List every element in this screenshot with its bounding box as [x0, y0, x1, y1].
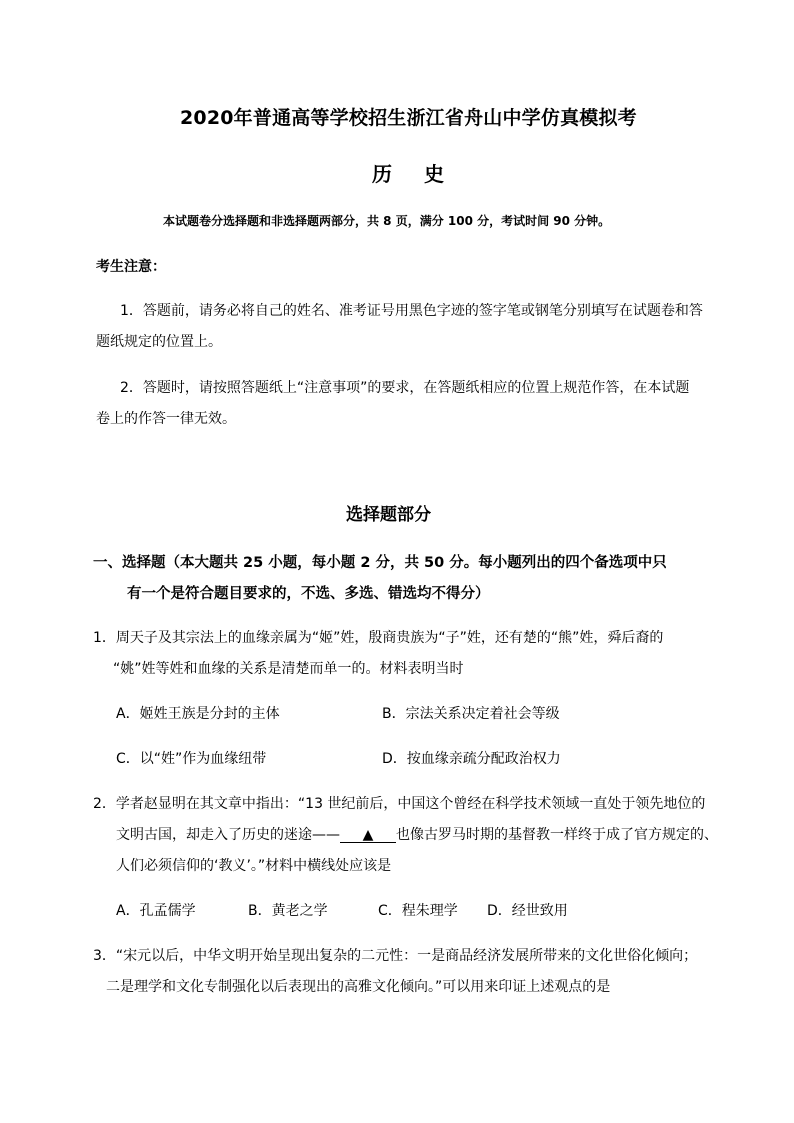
question-1-option-d: D．按血缘亲疏分配政治权力: [382, 751, 561, 767]
question-3-line-2: 二是理学和文化专制强化以后表现出的高雅文化倾向。”可以用来印证上述观点的是: [106, 979, 611, 995]
notice-item-2-line-1: 2．答题时，请按照答题纸上“注意事项”的要求，在答题纸相应的位置上规范作答，在本试题: [120, 380, 690, 396]
question-3-line-1: 3．“宋元以后，中华文明开始呈现出复杂的二元性：一是商品经济发展所带来的文化世俗化倾向；: [93, 948, 698, 964]
exam-intro: 本试题卷分选择题和非选择题两部分，共 8 页，满分 100 分，考试时间 90 分钟。: [163, 214, 611, 228]
section-instruction-line-1: 一、选择题（本大题共 25 小题，每小题 2 分，共 50 分。每小题列出的四个备选项中只: [93, 555, 667, 571]
question-2-option-a: A．孔孟儒学: [116, 903, 196, 919]
exam-title: 2020年普通高等学校招生浙江省舟山中学仿真模拟考: [180, 107, 637, 129]
question-1-line-2: “姚”姓等姓和血缘的关系是清楚而单一的。材料表明当时: [113, 661, 464, 677]
notice-item-2-line-2: 卷上的作答一律无效。: [96, 411, 236, 427]
question-2-line-3: 人们必须信仰的‘教义’。”材料中横线处应该是: [116, 858, 392, 874]
question-2-line-2: [116, 824, 718, 844]
notice-item-1-line-1: 1．答题前，请务必将自己的姓名、准考证号用黑色字迹的签字笔或钢笔分别填写在试题卷和答: [120, 303, 703, 319]
question-1-option-b: B．宗法关系决定着社会等级: [382, 706, 560, 722]
notice-heading: 考生注意：: [96, 259, 166, 275]
question-2-option-b: B．黄老之学: [248, 903, 328, 919]
subject-char-1: 历: [372, 162, 392, 186]
subject-char-2: 史: [424, 162, 444, 186]
answer-blank: ▲: [340, 828, 396, 843]
question-2-line-1: 2．学者赵显明在其文章中指出：“13 世纪前后，中国这个曾经在科学技术领域一直处于领先地位的: [93, 796, 706, 812]
question-2-option-d: D．经世致用: [487, 903, 568, 919]
question-2-option-c: C．程朱理学: [378, 903, 458, 919]
section-title: 选择题部分: [346, 505, 431, 525]
question-2-line-2-pre: 文明古国，却走入了历史的迷途——: [116, 827, 340, 843]
question-1-option-c: C．以“姓”作为血缘纽带: [116, 751, 267, 767]
section-instruction-line-2: 有一个是符合题目要求的，不选、多选、错选均不得分）: [127, 586, 490, 602]
question-1-line-1: 1．周天子及其宗法上的血缘亲属为“姬”姓，殷商贵族为“子”姓，还有楚的“熊”姓，舜后裔的: [93, 630, 664, 646]
question-2-line-2-post: 也像古罗马时期的基督教一样终于成了官方规定的、: [396, 827, 718, 843]
notice-item-1-line-2: 题纸规定的位置上。: [96, 334, 222, 350]
question-1-option-a: A．姬姓王族是分封的主体: [116, 706, 280, 722]
